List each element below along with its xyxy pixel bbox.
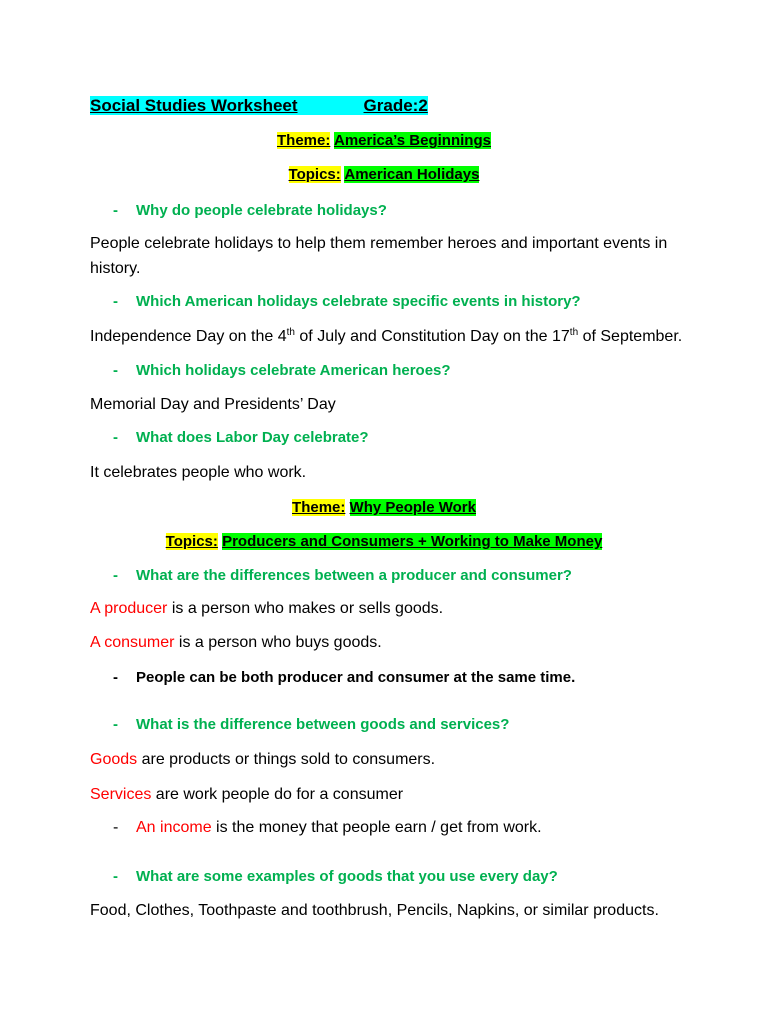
question-text: What does Labor Day celebrate? <box>136 429 369 446</box>
producer-definition <box>90 599 443 619</box>
goods-definition <box>90 750 435 770</box>
question-text: What is the difference between goods and services? <box>136 716 510 733</box>
note-both-roles <box>113 668 575 688</box>
answer-part: Independence Day on the 4 <box>90 328 287 345</box>
theme-heading-2 <box>0 498 768 518</box>
term: A producer <box>90 600 168 617</box>
question-text: Why do people celebrate holidays? <box>136 202 387 219</box>
term: Goods <box>90 751 138 768</box>
bullet-dash: - <box>113 716 118 733</box>
question-text: Which holidays celebrate American heroes? <box>136 362 451 379</box>
note-text: People can be both producer and consumer at the same time. <box>136 669 576 686</box>
superscript: th <box>569 327 579 338</box>
bullet-dash: - <box>113 669 118 686</box>
answer-part: of July and Constitution Day on the 17 <box>294 328 570 345</box>
question-2 <box>113 292 581 312</box>
bullet-dash: - <box>113 567 118 584</box>
bullet-dash: - <box>113 868 118 885</box>
title-text: Social Studies Worksheet <box>90 96 298 115</box>
income-definition <box>113 818 542 838</box>
bullet-dash: - <box>113 819 119 836</box>
bullet-dash: - <box>113 429 118 446</box>
definition: is a person who makes or sells goods. <box>167 600 444 617</box>
theme-value: America’s Beginnings <box>333 132 491 149</box>
question-1 <box>113 201 387 221</box>
definition: are products or things sold to consumers. <box>137 751 436 768</box>
question-3 <box>113 361 451 381</box>
bullet-dash: - <box>113 362 118 379</box>
worksheet-title <box>90 95 428 117</box>
topics-label: Topics: <box>288 166 341 183</box>
answer-part: of September. <box>578 328 683 345</box>
answer-2 <box>90 327 682 347</box>
bullet-dash: - <box>113 293 118 310</box>
theme-value: Why People Work <box>349 499 476 516</box>
consumer-definition <box>90 633 382 653</box>
topics-heading-1 <box>0 165 768 185</box>
answer-7: Food, Clothes, Toothpaste and toothbrush, Pencils, Napkins, or similar products. <box>90 902 659 919</box>
bullet-dash: - <box>113 202 118 219</box>
answer-4: It celebrates people who work. <box>90 464 307 481</box>
theme-label: Theme: <box>292 499 346 516</box>
title-highlight <box>90 96 428 115</box>
answer-3: Memorial Day and Presidents’ Day <box>90 396 336 413</box>
question-4 <box>113 428 369 448</box>
question-text: Which American holidays celebrate specific events in history? <box>136 293 581 310</box>
definition: are work people do for a consumer <box>151 786 404 803</box>
term: Services <box>90 786 152 803</box>
topics-value: American Holidays <box>344 166 480 183</box>
term: A consumer <box>90 634 175 651</box>
topics-label: Topics: <box>165 533 218 550</box>
topics-value: Producers and Consumers + Working to Make Money <box>222 533 603 550</box>
superscript: th <box>286 327 295 338</box>
title-gap <box>298 95 364 117</box>
question-5 <box>113 566 572 586</box>
question-6 <box>113 715 509 735</box>
services-definition <box>90 785 403 805</box>
grade-text: Grade:2 <box>363 96 428 115</box>
term: An income <box>136 819 212 836</box>
question-text: What are some examples of goods that you use every day? <box>136 868 558 885</box>
theme-heading-1 <box>0 131 768 151</box>
theme-label: Theme: <box>277 132 331 149</box>
definition: is a person who buys goods. <box>174 634 382 651</box>
definition: is the money that people earn / get from work. <box>211 819 542 836</box>
answer-1: People celebrate holidays to help them remember heroes and important events in history. <box>90 235 668 277</box>
question-7 <box>113 867 558 887</box>
topics-heading-2 <box>0 532 768 552</box>
question-text: What are the differences between a producer and consumer? <box>136 567 572 584</box>
